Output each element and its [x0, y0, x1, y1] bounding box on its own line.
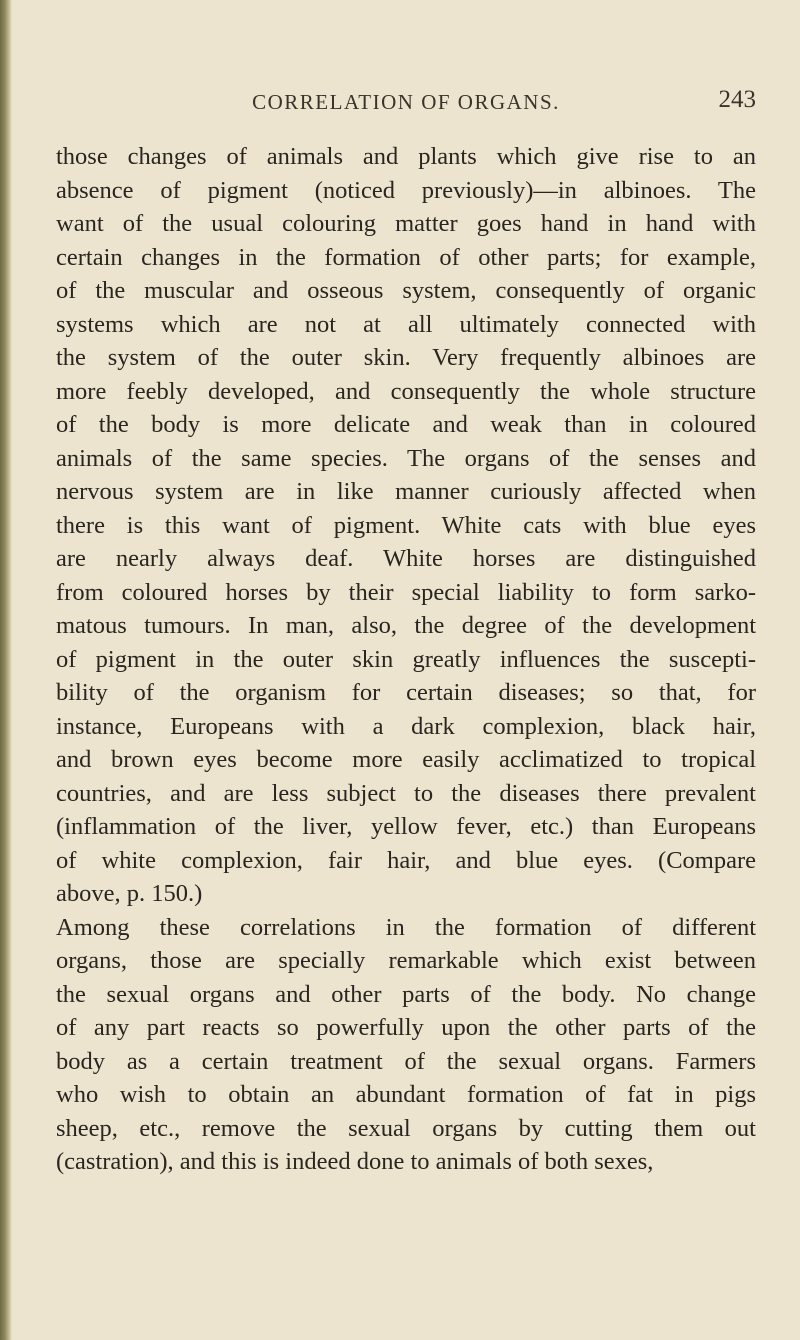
text-line: instance, Europeans with a dark complexion, black hair,	[56, 712, 756, 740]
text-line: and brown eyes become more easily acclimatized to tropical	[56, 746, 756, 773]
text-line: animals of the same species. The organs of the senses and	[56, 444, 756, 472]
book-page	[56, 84, 756, 1179]
text-line: bility of the organism for certain diseases; so that, for	[56, 679, 756, 706]
text-line: absence of pigment (noticed previously)—in albinoes. The	[56, 176, 756, 204]
text-line: are nearly always deaf. White horses are distinguished	[56, 545, 756, 572]
binding-edge	[0, 0, 12, 1340]
text-line: of pigment in the outer skin greatly influences the suscepti-	[56, 645, 756, 673]
text-line: of any part reacts so powerfully upon the other parts of the	[56, 1014, 756, 1041]
text-line: those changes of animals and plants which give rise to an	[56, 143, 756, 170]
text-line: body as a certain treatment of the sexual organs. Farmers	[56, 1047, 756, 1075]
page-header	[56, 84, 756, 128]
page-number: 243	[718, 86, 756, 113]
text-line: want of the usual colouring matter goes hand in hand with	[56, 210, 756, 237]
text-line: from coloured horses by their special liability to form sarko-	[56, 578, 756, 606]
text-line: of white complexion, fair hair, and blue eyes. (Compare	[56, 846, 756, 874]
text-line: sheep, etc., remove the sexual organs by cutting them out	[56, 1114, 756, 1142]
text-line: countries, and are less subject to the diseases there prevalent	[56, 779, 756, 807]
text-line: systems which are not at all ultimately connected with	[56, 310, 756, 338]
text-line: certain changes in the formation of other parts; for example,	[56, 243, 756, 271]
text-line: the sexual organs and other parts of the body. No change	[56, 980, 756, 1008]
body-text	[56, 140, 756, 1179]
text-line: nervous system are in like manner curiously affected when	[56, 478, 756, 505]
text-line: Among these correlations in the formation of different	[56, 913, 756, 941]
text-line: of the muscular and osseous system, consequently of organic	[56, 277, 756, 304]
text-line: organs, those are specially remarkable which exist between	[56, 947, 756, 974]
text-line: (castration), and this is indeed done to animals of both sexes,	[56, 1148, 654, 1175]
text-line: who wish to obtain an abundant formation of fat in pigs	[56, 1081, 756, 1108]
text-line: the system of the outer skin. Very frequently albinoes are	[56, 344, 756, 371]
text-line: above, p. 150.)	[56, 880, 203, 907]
text-line: (inflammation of the liver, yellow fever, etc.) than Europeans	[56, 813, 756, 840]
running-title: CORRELATION OF ORGANS.	[252, 90, 560, 114]
text-line: there is this want of pigment. White cats with blue eyes	[56, 511, 756, 539]
text-line: of the body is more delicate and weak than in coloured	[56, 411, 756, 438]
text-line: matous tumours. In man, also, the degree of the development	[56, 612, 756, 639]
text-line: more feebly developed, and consequently the whole structure	[56, 377, 756, 405]
